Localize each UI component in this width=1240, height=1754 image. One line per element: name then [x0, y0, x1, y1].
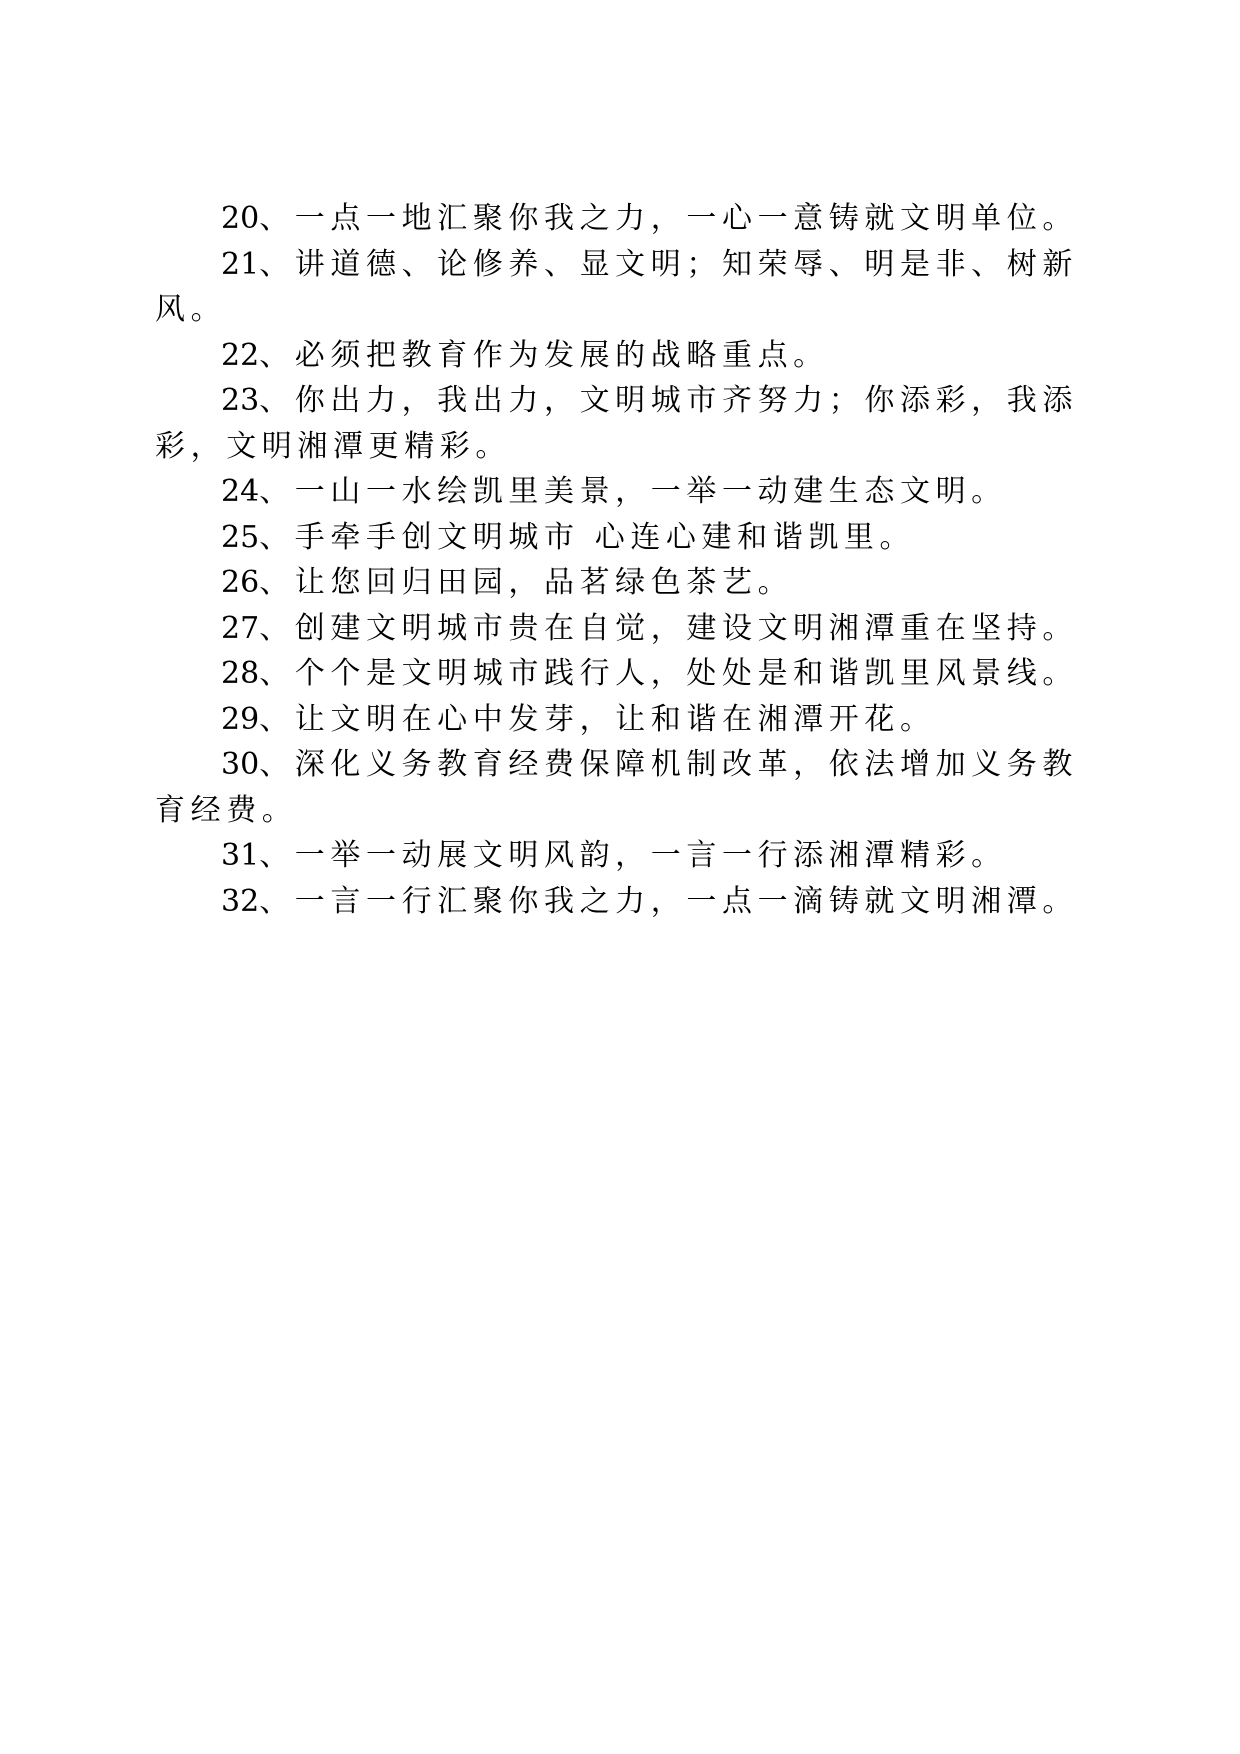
item-number: 32 [221, 883, 260, 919]
item-text: 、深化义务教育经费保障机制改革，依法增加义务教育经费。 [155, 747, 1078, 828]
slogan-item-25 [155, 515, 1085, 561]
slogan-item-24 [155, 469, 1085, 515]
slogan-item-23 [155, 378, 1085, 469]
item-number: 29 [221, 701, 260, 737]
item-number: 21 [221, 246, 260, 282]
item-text: 、一言一行汇聚你我之力，一点一滴铸就文明湘潭。 [259, 883, 1078, 919]
slogan-item-22 [155, 333, 1085, 379]
item-number: 27 [221, 610, 260, 646]
item-number: 20 [221, 201, 260, 236]
slogan-item-31 [155, 833, 1085, 879]
item-text: 、让文明在心中发芽，让和谐在湘潭开花。 [259, 701, 936, 737]
item-text: 、手牵手创文明城市 心连心建和谐凯里。 [259, 519, 916, 555]
slogan-item-27 [155, 606, 1085, 652]
slogan-item-32 [155, 879, 1085, 925]
item-text: 、一点一地汇聚你我之力，一心一意铸就文明单位。 [259, 201, 1078, 236]
item-text: 、个个是文明城市践行人，处处是和谐凯里风景线。 [259, 656, 1078, 691]
slogan-list [155, 196, 1085, 924]
slogan-item-26 [155, 560, 1085, 606]
item-number: 31 [221, 838, 260, 873]
slogan-item-29 [155, 697, 1085, 743]
slogan-item-28 [155, 651, 1085, 697]
slogan-item-30 [155, 742, 1085, 833]
item-number: 26 [221, 565, 260, 600]
item-number: 24 [221, 474, 260, 509]
item-text: 、必须把教育作为发展的战略重点。 [259, 337, 829, 373]
item-number: 22 [221, 337, 260, 373]
item-text: 、讲道德、论修养、显文明；知荣辱、明是非、树新风。 [155, 246, 1078, 327]
item-number: 30 [221, 747, 260, 782]
slogan-item-20 [155, 196, 1085, 242]
item-number: 23 [221, 383, 260, 418]
item-text: 、创建文明城市贵在自觉，建设文明湘潭重在坚持。 [259, 610, 1078, 646]
item-text: 、一举一动展文明风韵，一言一行添湘潭精彩。 [259, 838, 1007, 873]
item-number: 28 [221, 656, 260, 691]
item-number: 25 [221, 519, 260, 555]
item-text: 、你出力，我出力，文明城市齐努力；你添彩，我添彩，文明湘潭更精彩。 [155, 383, 1078, 464]
slogan-item-21 [155, 242, 1085, 333]
item-text: 、让您回归田园，品茗绿色茶艺。 [259, 565, 794, 600]
item-text: 、一山一水绘凯里美景，一举一动建生态文明。 [259, 474, 1007, 509]
